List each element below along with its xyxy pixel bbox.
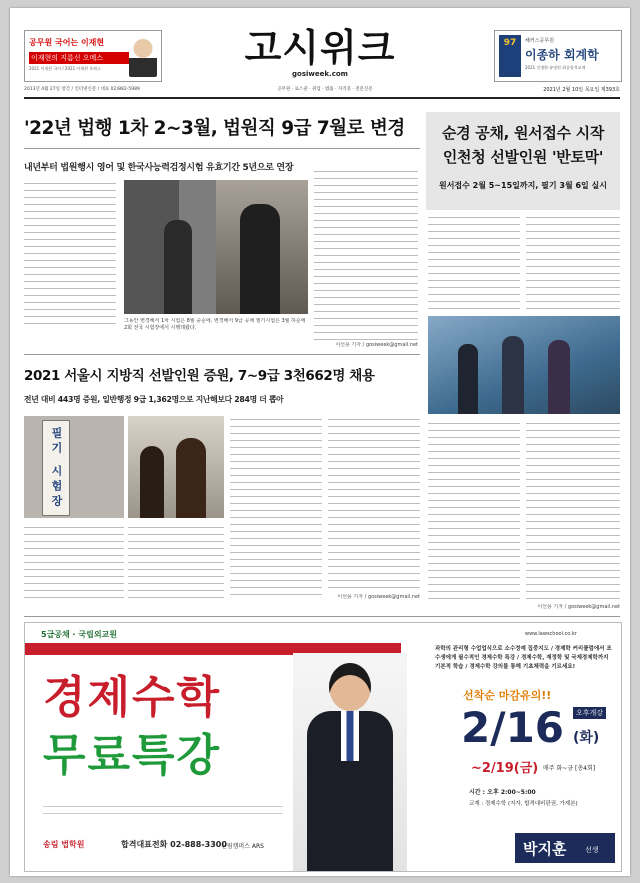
section-list: 공무원 · 로스쿨 · 취업 · 법률 · 자격증 · 전문신문: [277, 87, 373, 92]
second-story-rule: [24, 354, 420, 355]
right-story-subhead: 원서접수 2월 5~15일까지, 필기 3월 6일 실시: [438, 181, 608, 190]
masthead-url: gosiweek.com: [292, 70, 348, 78]
lead-body-col3: [314, 168, 418, 340]
left-ad-line2: 이재현의 지름신 오메스: [29, 52, 131, 64]
ad-time: 시간 : 오후 2:00~5:00: [469, 789, 536, 796]
masthead-rule: [24, 97, 620, 99]
left-ad-box[interactable]: [24, 30, 162, 82]
right-story-col1: [428, 214, 520, 312]
ad-school-name: 송림 법학원: [43, 840, 85, 849]
right-ad-sub: 2021 신명환·유명현 최종합격교재: [525, 65, 586, 70]
second-sign-text: 필기 시험장: [50, 427, 63, 510]
ad-school-logo: [43, 839, 84, 850]
bottom-ad[interactable]: [24, 622, 622, 872]
ad-date-big: 2/16: [461, 703, 565, 752]
lead-subhead: 내년부터 법원행시 영어 및 한국사능력검정시험 유효기간 5년으로 연장: [24, 163, 294, 173]
second-body-col4: [328, 416, 420, 592]
second-photo-figure1: [140, 446, 164, 518]
right-ad-box[interactable]: [494, 30, 622, 82]
right-story-headline2: 인천청 선발인원 '반토막': [442, 148, 604, 166]
ad-phone[interactable]: 합격대표전화 02-888-3300: [121, 840, 227, 849]
ad-top-rule: [24, 616, 620, 617]
second-headline: 2021 서울시 지방직 선발인원 증원, 7~9급 3천662명 채용: [24, 368, 375, 384]
right-ad-small: 해커스공무원: [525, 38, 554, 44]
left-dateline: 2013년 4월 27일 창간 / 인터넷신문 / 대표 02)882-5989: [24, 87, 140, 92]
lead-headline: '22년 법행 1차 2~3월, 법원직 9급 7월로 변경: [24, 118, 405, 139]
second-photo-figure2: [176, 438, 206, 518]
second-photo-crowd: [128, 416, 224, 518]
lead-photo-figure1: [164, 220, 192, 314]
second-body-col2: [128, 524, 224, 600]
lead-byline: 이선용 기자 / gosiweek@gmail.net: [335, 342, 418, 348]
ad-lecturer-head: [329, 663, 371, 711]
ad-place: 교재 : 경제수학 (저자, 합격대비판권, 가제본): [469, 801, 578, 807]
ad-weekday: (화): [573, 730, 600, 746]
lead-photo-2: [216, 180, 308, 314]
ad-big-line1: 경제수학: [43, 672, 222, 723]
right-story-col4: [526, 420, 620, 600]
lead-subhead-rule: [24, 148, 420, 149]
ad-copy: 과학의 관리형 수업업식으로 소수정예 집중지도 / 경제학 커리큘럼에서 조수생에게 필수적인 경제수학 특강 / 경제수학, 재정학 및 국제경제학까지 기본적 학습 / 경제수학 강의를 통해 기초체력을 기르세요!: [435, 646, 612, 670]
ad-fineprint: [43, 803, 283, 819]
ad-lecturer-name-box: [515, 833, 615, 863]
lead-body-col1: [24, 180, 116, 330]
ad-open-badge: 오후개강: [573, 707, 606, 719]
second-photo-sign: [24, 416, 124, 518]
newspaper-page: [10, 8, 630, 876]
second-body-col1: [24, 524, 124, 600]
second-sign-board: [42, 420, 70, 516]
ad-urgent: 선착순 마감유의!!: [463, 689, 552, 702]
right-ad-book: [499, 35, 521, 77]
ad-ars[interactable]: 신림캠퍼스 ARS: [221, 843, 264, 850]
ad-url[interactable]: www.lawschool.co.kr: [525, 631, 577, 637]
right-story-photo-figure1: [458, 344, 478, 414]
right-ad-name: 이종하 회계학: [525, 48, 599, 62]
right-story-photo-figure3: [548, 340, 570, 414]
right-story-photo: [428, 316, 620, 414]
right-story-photo-figure2: [502, 336, 524, 414]
right-story-byline: 이선용 기자 / gosiweek@gmail.net: [537, 604, 620, 610]
right-story-headline1: 순경 공채, 원서접수 시작: [441, 124, 605, 142]
ad-range: ~2/19(금): [471, 761, 539, 776]
lead-caption: 그동안 변경해서 1차 시험은 8월 중순에, 변경해서 9급 공채 필기시험은 3월 하순에 2회 전국 시험장에서 시행돼왔다.: [124, 318, 306, 331]
ad-lecturer-photo: [293, 653, 407, 871]
right-dateline: 2021년 2월 10일 목요일 제393호: [543, 87, 620, 93]
ad-big-line2: 무료특강: [43, 730, 222, 781]
left-ad-line3: 2021 이재현 국어 / 2021 이재현 오메스: [29, 66, 101, 71]
second-subhead: 전년 대비 443명 증원, 일반행정 9급 1,362명으로 지난해보다 284명 더 뽑아: [24, 395, 284, 404]
right-story-col2: [526, 214, 620, 312]
left-ad-line1: 공무원 국어는 이재현: [29, 38, 105, 47]
right-ad-badge: 97: [503, 38, 517, 48]
ad-lecturer-shirt: [341, 711, 359, 761]
lead-photo-2-figure: [240, 204, 280, 314]
left-ad-portrait: [129, 35, 157, 77]
ad-series-label: 5급공채 · 국립외교원: [41, 630, 117, 639]
ad-lecturer-title: 선생: [585, 846, 599, 854]
right-story-col3: [428, 420, 520, 600]
second-body-col3: [230, 416, 322, 600]
masthead-title: 고시위크: [244, 26, 396, 70]
ad-lecturer-name: 박지훈: [523, 840, 567, 858]
ad-schedule: 매주 화~금 [총4회]: [543, 765, 596, 772]
second-byline: 이선용 기자 / gosiweek@gmail.net: [337, 594, 420, 600]
